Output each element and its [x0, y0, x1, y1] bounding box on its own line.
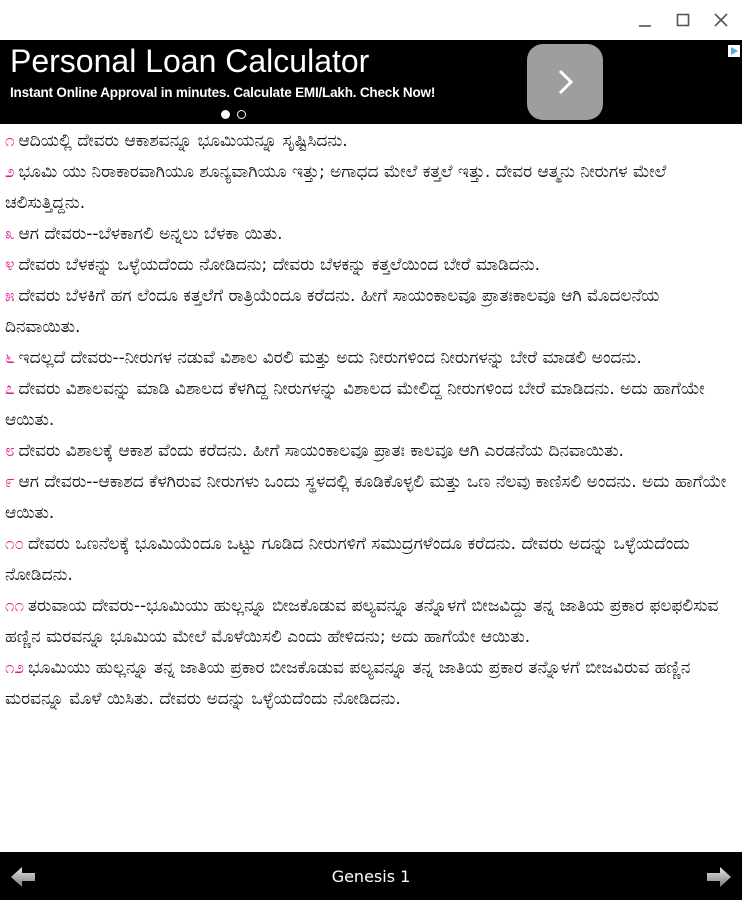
verse-number: ೫ — [5, 286, 15, 306]
verse-text: ಆಗ ದೇವರು--ಬೆಳಕಾಗಲಿ ಅನ್ನಲು ಬೆಳಕಾ ಯಿತು. — [18, 224, 283, 244]
verse-number: ೧೨ — [5, 658, 25, 678]
verse-number: ೧ — [5, 131, 15, 151]
verse — [5, 467, 736, 529]
verse — [5, 250, 736, 281]
chevron-right-icon — [555, 68, 577, 96]
verse-number: ೬ — [5, 348, 15, 368]
verse — [5, 219, 736, 250]
verse-text: ದೇವರು ಒಣನೆಲಕ್ಕೆ ಭೂಮಿಯೆಂದೂ ಒಟ್ಟು ಗೂಡಿದ ನೀರುಗಳಿಗೆ ಸಮುದ್ರಗಳೆಂದೂ ಕರೆದನು. ದೇವರು ಅದನ್ನು ಒಳ್ಳೆಯದೆಂದು ನೋಡಿದನು. — [5, 534, 690, 585]
verse-text: ಆಗ ದೇವರು--ಆಕಾಶದ ಕೆಳಗಿರುವ ನೀರುಗಳು ಒಂದು ಸ್ಥಳದಲ್ಲಿ ಕೂಡಿಕೊಳ್ಳಲಿ ಮತ್ತು ಒಣ ನೆಲವು ಕಾಣಿಸಲಿ ಅಂದನು. ಅದು ಹಾಗೆಯೇ ಆಯಿತು. — [5, 472, 727, 523]
verse-number: ೧೦ — [5, 534, 25, 554]
verse-text: ಇದಲ್ಲದೆ ದೇವರು--ನೀರುಗಳ ನಡುವೆ ವಿಶಾಲ ವಿರಲಿ ಮತ್ತು ಅದು ನೀರುಗಳಿಂದ ನೀರುಗಳನ್ನು ಬೇರೆ ಮಾಡಲಿ ಅಂದನು. — [18, 348, 642, 368]
close-icon[interactable] — [709, 8, 733, 32]
verse — [5, 529, 736, 591]
verse-number: ೧೧ — [5, 596, 25, 616]
verse-number: ೨ — [5, 162, 15, 182]
verse — [5, 126, 736, 157]
ad-choices-icon[interactable] — [728, 42, 740, 54]
chapter-content[interactable] — [0, 124, 742, 852]
chapter-title[interactable]: Genesis 1 — [331, 867, 411, 886]
verse-number: ೪ — [5, 255, 15, 275]
ad-subtitle[interactable]: Instant Online Approval in minutes. Calculate EMI/Lakh. Check Now! — [10, 85, 436, 100]
verse-number: ೭ — [5, 379, 15, 399]
verse-text: ಭೂಮಿಯು ಹುಲ್ಲನ್ನೂ ತನ್ನ ಜಾತಿಯ ಪ್ರಕಾರ ಬೀಜಕೊಡುವ ಪಲ್ಯವನ್ನೂ ತನ್ನ ಜಾತಿಯ ಪ್ರಕಾರ ತನ್ನೊಳಗೆ ಬೀಜವಿರುವ ಹಣ್ಣಿನ ಮರವನ್ನೂ ಮೊಳೆ ಯಿಸಿತು. ದೇವರು ಅದನ್ನು ಒಳ್ಳೆಯದೆಂದು ನೋಡಿದನು. — [5, 658, 691, 709]
verse — [5, 591, 736, 653]
arrow-right-icon[interactable] — [706, 866, 732, 888]
title-bar — [0, 0, 742, 40]
verse — [5, 436, 736, 467]
verse-text: ದೇವರು ಬೆಳಕಿಗೆ ಹಗ ಲೆಂದೂ ಕತ್ತಲೆಗೆ ರಾತ್ರಿಯೆಂದೂ ಕರೆದನು. ಹೀಗೆ ಸಾಯಂಕಾಲವೂ ಪ್ರಾತಃಕಾಲವೂ ಆಗಿ ಮೊದಲನೆಯ ದಿನವಾಯಿತು. — [5, 286, 660, 337]
ad-title[interactable]: Personal Loan Calculator — [10, 43, 370, 79]
ad-banner[interactable] — [0, 40, 742, 124]
ad-pager-dot-active[interactable] — [221, 110, 230, 119]
bottom-nav-bar — [0, 852, 742, 900]
ad-open-button[interactable] — [527, 44, 603, 120]
verse — [5, 343, 736, 374]
verse — [5, 374, 736, 436]
verse-text: ದೇವರು ವಿಶಾಲವನ್ನು ಮಾಡಿ ವಿಶಾಲದ ಕೆಳಗಿದ್ದ ನೀರುಗಳನ್ನು ವಿಶಾಲದ ಮೇಲಿದ್ದ ನೀರುಗಳಿಂದ ಬೇರೆ ಮಾಡಿದನು. ಅದು ಹಾಗೆಯೇ ಆಯಿತು. — [5, 379, 705, 430]
minimize-icon[interactable] — [633, 8, 657, 32]
maximize-icon[interactable] — [671, 8, 695, 32]
verse — [5, 281, 736, 343]
verse-number: ೮ — [5, 441, 15, 461]
verse — [5, 157, 736, 219]
verse-text: ಭೂಮಿ ಯು ನಿರಾಕಾರವಾಗಿಯೂ ಶೂನ್ಯವಾಗಿಯೂ ಇತ್ತು; ಅಗಾಧದ ಮೇಲೆ ಕತ್ತಲೆ ಇತ್ತು. ದೇವರ ಆತ್ಮನು ನೀರುಗಳ ಮೇಲೆ ಚಲಿಸುತ್ತಿದ್ದನು. — [5, 162, 667, 213]
verse-text: ಆದಿಯಲ್ಲಿ ದೇವರು ಆಕಾಶವನ್ನೂ ಭೂಮಿಯನ್ನೂ ಸೃಷ್ಟಿಸಿದನು. — [18, 131, 348, 151]
verse-text: ದೇವರು ಬೆಳಕನ್ನು ಒಳ್ಳೆಯದೆಂದು ನೋಡಿದನು; ದೇವರು ಬೆಳಕನ್ನು ಕತ್ತಲೆಯಿಂದ ಬೇರೆ ಮಾಡಿದನು. — [18, 255, 541, 275]
verse-text: ದೇವರು ವಿಶಾಲಕ್ಕೆ ಆಕಾಶ ವೆಂದು ಕರೆದನು. ಹೀಗೆ ಸಾಯಂಕಾಲವೂ ಪ್ರಾತಃ ಕಾಲವೂ ಆಗಿ ಎರಡನೆಯ ದಿನವಾಯಿತು. — [18, 441, 624, 461]
verse-number: ೩ — [5, 224, 15, 244]
ad-pager-dot[interactable] — [237, 110, 246, 119]
verse — [5, 653, 736, 715]
verse-text: ತರುವಾಯ ದೇವರು--ಭೂಮಿಯು ಹುಲ್ಲನ್ನೂ ಬೀಜಕೊಡುವ ಪಲ್ಯವನ್ನೂ ತನ್ನೊಳಗೆ ಬೀಜವಿದ್ದು ತನ್ನ ಜಾತಿಯ ಪ್ರಕಾರ ಫಲಫಲಿಸುವ ಹಣ್ಣಿನ ಮರವನ್ನೂ ಭೂಮಿಯ ಮೇಲೆ ಮೊಳೆಯಿಸಲಿ ಎಂದು ಹೇಳಿದನು; ಅದು ಹಾಗೆಯೇ ಆಯಿತು. — [5, 596, 719, 647]
verse-number: ೯ — [5, 472, 15, 492]
